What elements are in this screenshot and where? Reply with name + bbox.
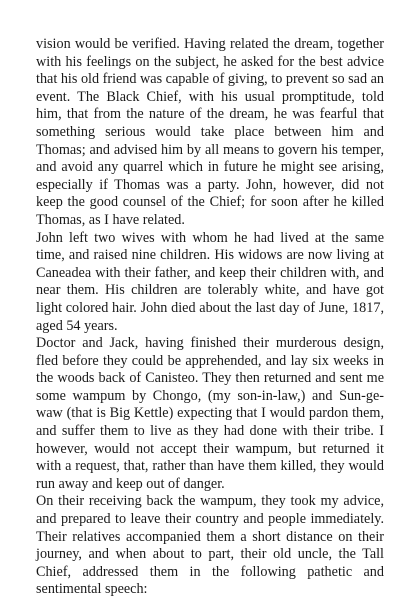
paragraph-4: On their receiving back the wampum, they took my advice, and prepared to leave their country and people immediately. Their relatives accompanied them a short distance on their journey, and when about to part, their old uncle, the Tall Chief, addressed them in the following pathetic and sentimental speech:	[36, 493, 384, 598]
paragraph-1: vision would be verified. Having related the dream, together with his feelings on the subject, he asked for the best advice that his old friend was capable of giving, to prevent so sad an event. The Black Chief, with his usual promptitude, told him, that from the nature of the dream, he was fearful that something serious would take place between him and Thomas; and advised him by all means to govern his temper, and avoid any quarrel which in future he might see arising, especially if Thomas was a party. John, however, did not keep the good counsel of the Chief; for soon after he killed Thomas, as I have related.	[36, 36, 384, 228]
page-text	[36, 36, 384, 599]
paragraph-2: John left two wives with whom he had lived at the same time, and raised nine children. His widows are now living at Caneadea with their father, and keep their children with, and near them. His children are tolerably white, and have got light colored hair. John died about the last day of June, 1817, aged 54 years.	[36, 229, 384, 334]
paragraph-3: Doctor and Jack, having finished their murderous design, fled before they could be apprehended, and lay six weeks in the woods back of Canisteo. They then returned and sent me some wampum by Chongo, (my son-in-law,) and Sun-ge-waw (that is Big Kettle) expecting that I would pardon them, and suffer them to live as they had done with their tribe. I however, would not accept their wampum, but returned it with a request, that, rather than have them killed, they would run away and keep out of danger.	[36, 335, 384, 492]
